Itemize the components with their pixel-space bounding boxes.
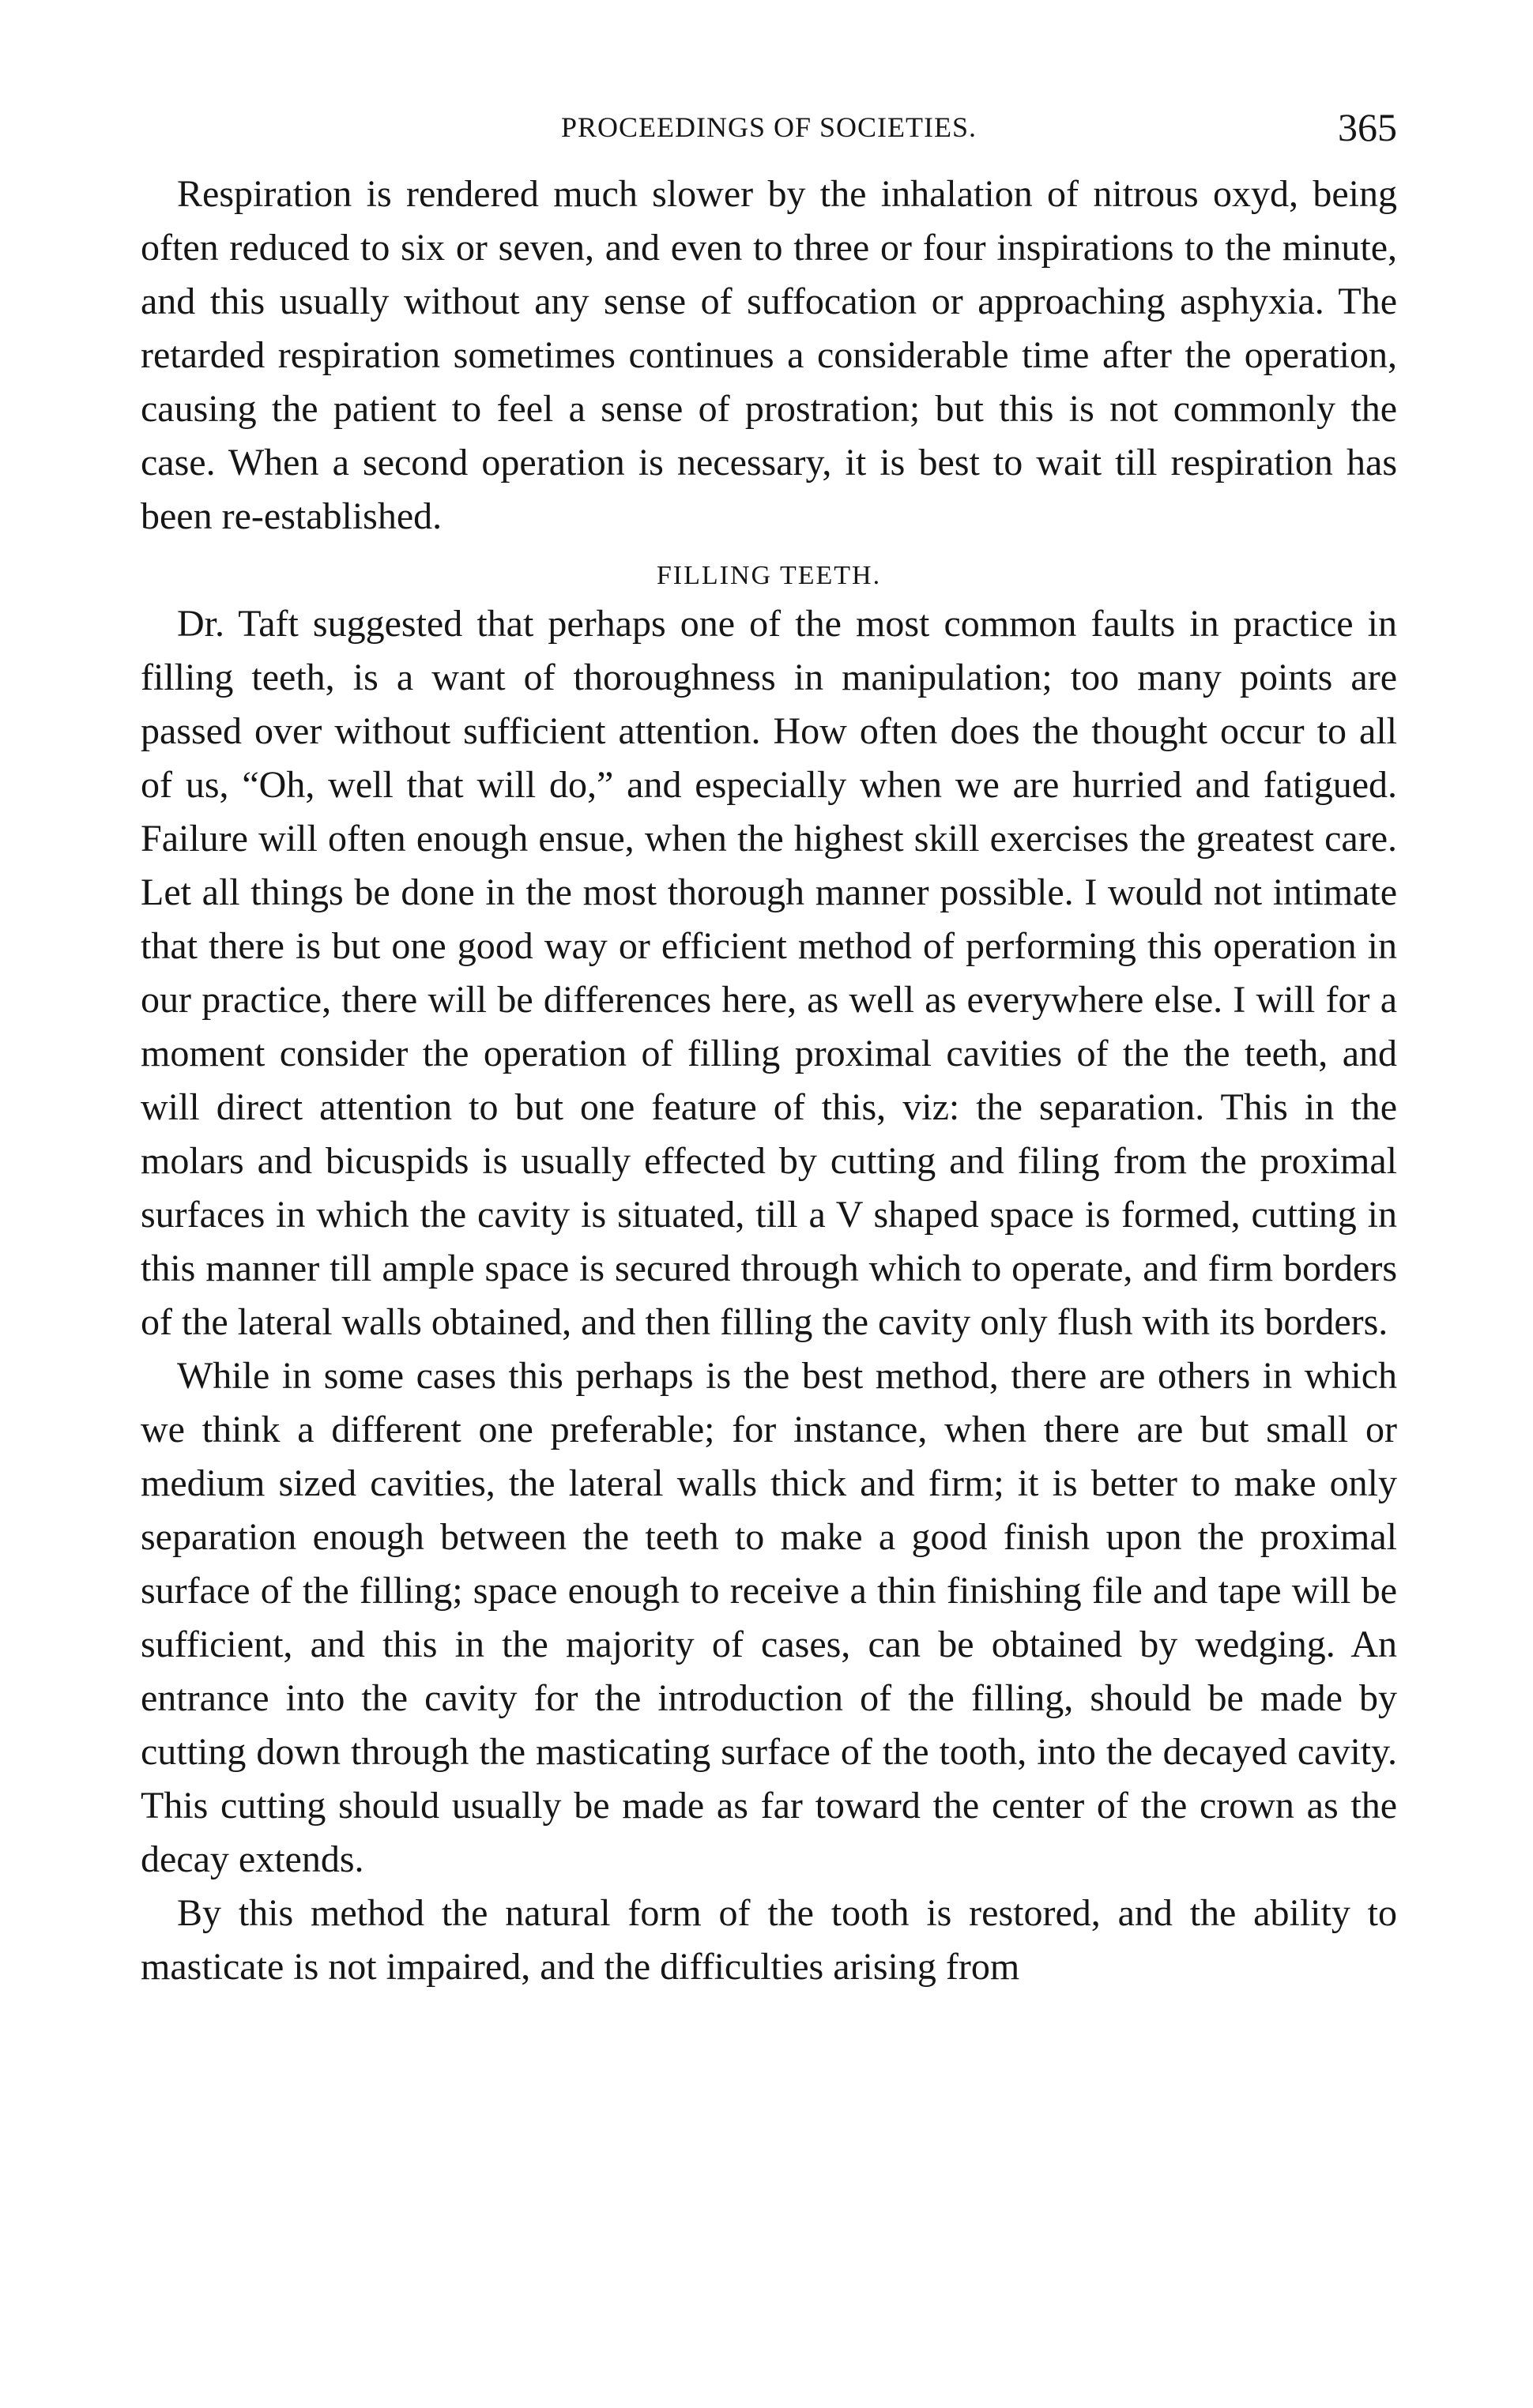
paragraph-respiration: Respiration is rendered much slower by the inhalation of nitrous oxyd, being often reduced to six or seven, and even to three or four inspirations to the minute, and this usually without any sense of suffocation or approaching asphyxia. The retarded respiration sometimes continues a considerable time after the operation, causing the patient to feel a sense of prostration; but this is not commonly the case. When a second operation is necessary, it is best to wait till respiration has been re-established. — [141, 173, 1397, 537]
section-heading: FILLING TEETH. — [656, 561, 882, 590]
paragraph-taft: Dr. Taft suggested that perhaps one of the most common faults in practice in filling teeth, is a want of thoroughness in manipulation; too many points are passed over without sufficient attention. How often does the thought occur to all of us, “Oh, well that will do,” and especially when we are hurried and fatigued. Failure will often enough ensue, when the highest skill exercises the greatest care. Let all things be done in the most thorough manner possible. I would not intimate that there is but one good way or efficient method of performing this operation in our practice, there will be differences here, as well as everywhere else. I will for a moment consider the operation of filling proximal cavities of the the teeth, and will direct attention to but one feature of this, viz: the separation. This in the molars and bicuspids is usually effected by cutting and filing from the proximal surfaces in which the cavity is situated, till a V shaped space is formed, cutting in this manner till ample space is secured through which to operate, and firm borders of the lateral walls obtained, and then filling the cavity only flush with its borders. — [141, 603, 1397, 1343]
book-page — [141, 95, 1397, 1994]
running-head — [141, 95, 1397, 150]
paragraph-method: While in some cases this perhaps is the best method, there are others in which we think a different one preferable; for instance, when there are but small or medium sized cavities, the lateral walls thick and firm; it is better to make only separation enough between the teeth to make a good finish upon the proximal surface of the filling; space enough to receive a thin finishing file and tape will be sufficient, and this in the majority of cases, can be obtained by wedging. An entrance into the cavity for the introduction of the filling, should be made by cutting down through the masticating surface of the tooth, into the decayed cavity. This cutting should usually be made as far toward the center of the crown as the decay extends. — [141, 1355, 1397, 1880]
paragraph-continuation: By this method the natural form of the tooth is restored, and the ability to masticate is not impaired, and the difficulties arising from — [141, 1892, 1397, 1988]
page-number: 365 — [1338, 105, 1397, 149]
running-title: PROCEEDINGS OF SOCIETIES. — [560, 111, 977, 143]
